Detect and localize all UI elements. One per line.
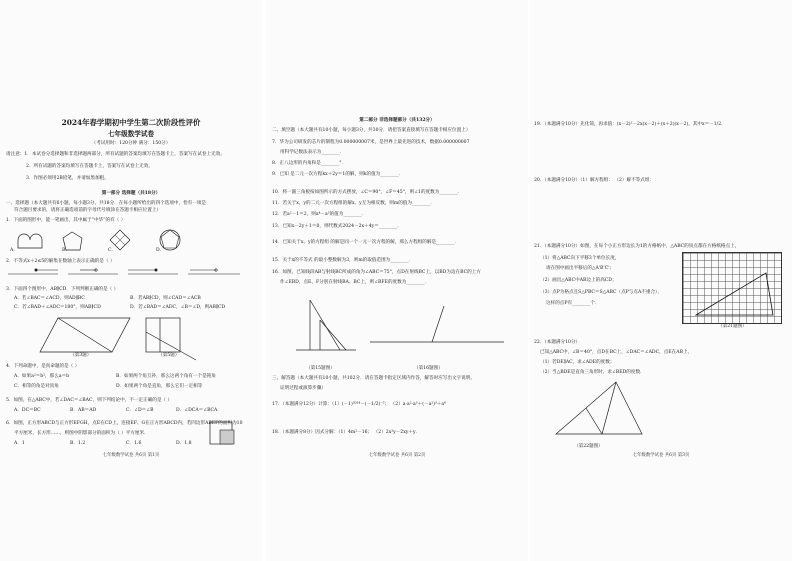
question-7: 7．华为公司研发的芯片的制程为0.000000007米，是世界上最先进的技术，数据0.000000007 [272, 140, 470, 145]
page-3-footer: 七年级数学试卷 共6页 第3页 [632, 453, 690, 458]
q21-item-1: （1）将△ABC向下平移3个单位长度， [540, 256, 620, 261]
q21-item-2: （2）画出△ABC中AB边上的高CD； [540, 278, 617, 283]
section3-heading-cont: 证明过程或演算步骤） [280, 386, 326, 391]
note-2: 2．所有试题的答案均填写在答题卡上，答案写在试卷上无效。 [26, 164, 153, 169]
question-9: 9．已知 是二元一次方程kx＋2y＝1的解，则k的值为________． [272, 172, 404, 177]
question-16-cont: 作∠EBD，点E、F分别在射线BA、BC上，则∠BFE的度数为________． [280, 280, 430, 285]
part2-heading: 第二部分 非选择题部分（共132分） [359, 118, 435, 123]
q4-option-a: A．如果a²＝b²，那么a＝b [14, 374, 70, 379]
q4-option-d: D．如果两个角是直角，那么它们一定相等 [116, 384, 203, 389]
fig15-caption: （第15题图） [306, 366, 335, 371]
fig5-caption: （第5题） [158, 353, 180, 358]
q5-option-b: B．AB＝AD [70, 408, 97, 413]
question-22-stem: 已知△ABC中，∠B＝40°，点D在BC上，∠DAC＝∠ADC，点E在AB上， [540, 350, 693, 355]
page-1-footer: 七年级数学试卷 共6页 第1页 [102, 453, 160, 458]
q3-option-a: A．若∠BAC＝∠ACD，则AD∥BC [14, 296, 85, 301]
q21-triangle [682, 252, 780, 322]
q22-triangle [550, 374, 670, 444]
question-4: 4．下列命题中，是真命题的是（ ） [6, 364, 80, 369]
fig22-caption: （第22题图） [574, 444, 603, 449]
note-3: 3．作图必须用2B铅笔，并请加黑加粗。 [26, 176, 109, 181]
note-1: 请注意：1．本试卷分选择题和非选择题两部分，所有试题的答案均填写在答题卡上，答案写在试卷上无效。 [6, 152, 225, 157]
q6-option-b: B．1.2 [70, 441, 86, 446]
question-5: 5．如图，在△ABC中，若∠DAC＝∠BAC，则下列结论中，不一定正确的是（ ） [6, 398, 173, 403]
question-2: 2．不等式x＋2≤5的解集在数轴上表示正确的是（ ） [6, 259, 115, 264]
question-18: 18．（本题满分8分）因式分解：（1）4m²－16； （2）2x²y－2xy＋y． [272, 430, 421, 435]
q6-option-d: D．1.8 [176, 441, 192, 446]
q5-option-d: D．∠DCA＝∠BCA [176, 408, 218, 413]
q21-item-3: （3）点P为格点且S△PBC＝S△ABC（点P与点A不重合）， [540, 290, 662, 295]
question-13: 13．已知x－2y＋1＝0，则代数式2024－2x＋4y＝________． [272, 224, 402, 229]
q6-option-a: A．1 [14, 441, 25, 446]
exam-meta: （考试用时：120分钟 满分：150分） [91, 141, 171, 146]
exam-page-3 [530, 0, 792, 561]
question-8: 8．正八边形的内角和是________°． [272, 161, 347, 166]
question-22: 22．（本题满分10分） [534, 340, 581, 345]
q6-figure [208, 420, 248, 450]
question-11: 11．若关于x、y的二元一次方程组的解x、y互为相反数，则m的值为________． [272, 201, 435, 206]
question-14: 14．已知关于x、y的方程组 的解是同一个一元一次方程的解，那么方程组的解是________． [272, 240, 460, 245]
fig16-caption: （第16题图） [414, 366, 443, 371]
question-19: 19．（本题满分10分）先化简，再求值：(x－2)²－2x(x－2)＋(x＋2)(x－2)，其中x＝－1/2． [534, 122, 726, 127]
page-2-footer: 七年级数学试卷 共6页 第2页 [368, 453, 426, 458]
q4-option-c: C．相等的角是对顶角 [14, 384, 59, 389]
section2-heading: 二、填空题（本大题共有10小题，每小题3分，共30分．请把答案直接填写在答题卡相应位置上） [272, 128, 471, 133]
q6-option-c: C．1.6 [126, 441, 142, 446]
q3-option-c: C．若∠BAD＋∠ADC＝180°，则AB∥CD [14, 305, 101, 310]
section1-heading: 一、选择题（本大题共有6小题，每小题3分，共18分．在每小题所给出的四个选项中，恰有一项是 [6, 201, 207, 206]
q3-q5-figures [0, 314, 262, 362]
section1-heading-cont: 符合题目要求的，请将正确选项前的字母代号填涂在答题卡相应位置上） [14, 208, 162, 213]
q22-item-2: （2）当△BDE是直角三角形时，求∠BED的度数． [540, 370, 645, 375]
question-3: 3．下面四个图形中，AB∥CD．下列判断正确的是（ ） [6, 287, 119, 292]
question-6-cont: 平方厘米，长方形……，则图中阴影部分的面积为（ ）平方厘米． [14, 431, 149, 436]
question-10: 10．将一副三角板按如图所示的方式摆放，∠C＝90°，∠F＝45°，则∠1的度数为________． [272, 190, 463, 195]
fig3-caption: （第3题） [70, 353, 92, 358]
question-20: 20．（本题满分10分）（1）解方程组： （2）解不等式组： [534, 178, 655, 183]
question-7-cont: 用科学记数法表示为________． [280, 150, 345, 155]
q4-option-b: B．如果两个角互补，那么这两个角有一个是钝角 [116, 374, 216, 379]
q15-q16-figures [266, 296, 528, 366]
q5-option-c: C．∠D＝∠B [126, 408, 154, 413]
exam-page-2 [266, 0, 528, 561]
question-6: 6．如图，正方形ABCD与正方形EFGH，点E在CD上，连接EF、G在正方形ABCD内，若四边形ABEF的面积为10 [6, 421, 243, 426]
q5-option-a: A．DC＝BC [14, 408, 41, 413]
q21-item-3-cont: 这样的点P有________个． [546, 301, 600, 306]
exam-title: 2024年春学期初中学生第二次阶段性评价 [61, 118, 201, 127]
question-15: 15．关于x的不等式 的最小整数解为3，则m的取值范围为________． [272, 258, 414, 263]
q1-option-a: A. [10, 248, 15, 253]
part1-heading: 第一部分 选择题（共18分） [101, 191, 161, 196]
question-1: 1．下面的图形中，能一笔画出，其中属于“中华”的有（ ） [6, 218, 126, 223]
question-12: 12．若a²－1＝2，则a⁴－a²的值为________． [272, 212, 367, 217]
question-16: 16．如图，已知线段AB与射线BC所成的角为∠ABC＝75°，点D在射线BC上，以BD为边在BC的上方 [272, 270, 481, 275]
q21-item-1-cont: 请在图中画出平移后的△A'B'C'； [546, 266, 615, 271]
q1-option-b: B. [62, 248, 67, 253]
exam-page-1 [0, 0, 262, 561]
q2-number-lines [0, 266, 262, 286]
q22-item-1: （1）若DE∥AC，求∠ADE的度数； [540, 360, 615, 365]
q3-option-d: D．若∠BAD＝∠ADC，∠B＝∠D，则AB∥CD [130, 305, 226, 310]
question-17: 17．（本题满分12分）计算：（1）(－1)²⁰²⁴－(－1/2)⁻²； （2）a·a²·a³＋(－a²)³＋a⁶ [272, 402, 446, 407]
fig21-caption: （第21题图） [718, 324, 747, 329]
exam-subtitle: 七年级数学试卷 [107, 130, 155, 138]
q1-option-d: D. [156, 248, 161, 253]
q1-option-c: C. [108, 248, 113, 253]
section3-heading: 三、解答题（本大题共有10小题，共102分．请在答题卡指定区域内作答，解答时应写出文字说明、 [272, 376, 475, 381]
q3-option-b: B．若AB∥CD，则∠CAD＝∠ACB [130, 296, 201, 301]
question-21: 21．（本题满分10分）如图，在每个小正方形边长为1的方格纸中，△ABC的顶点都在方格纸格点上， [534, 244, 740, 249]
